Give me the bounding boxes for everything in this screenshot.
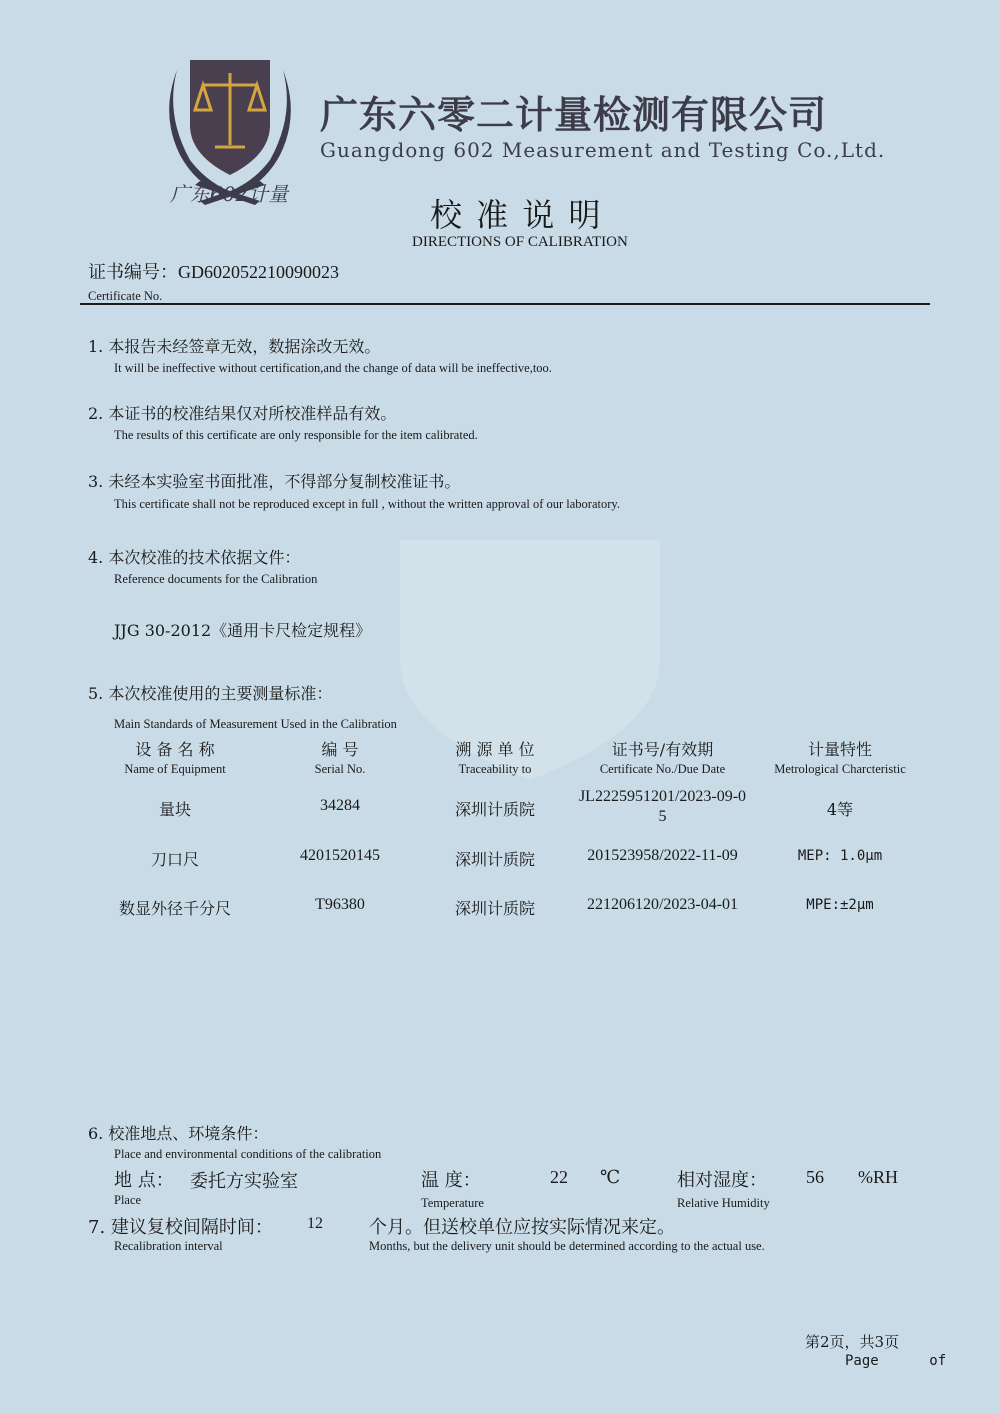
place-label-en: Place	[114, 1193, 142, 1207]
table-cell: 数显外径千分尺	[118, 899, 231, 918]
table-cell: JL2225951201/2023-09-05	[578, 788, 747, 825]
table-cell: 201523958/2022-11-09	[587, 847, 738, 864]
item-2: 2. 本证书的校准结果仅对所校准样品有效。	[88, 404, 397, 423]
item-5: 5. 本次校准使用的主要测量标准：	[88, 684, 333, 703]
header-equipment: 设 备 名 称	[135, 740, 215, 759]
header-serial-en: Serial No.	[314, 762, 366, 776]
table-cell: 221206120/2023-04-01	[586, 896, 739, 913]
humidity-value: 56	[806, 1167, 824, 1187]
item-1-en: It will be ineffective without certification,and the change of data will be ineffective,too.	[114, 361, 552, 375]
table-cell: 深圳计质院	[454, 800, 535, 819]
table-cell: 刀口尺	[150, 850, 199, 869]
header-divider	[80, 303, 930, 305]
table-cell: 4201520145	[300, 847, 380, 864]
table-cell: 深圳计质院	[454, 850, 535, 869]
place-value: 委托方实验室	[190, 1171, 298, 1192]
section-6-title-en: Place and environmental conditions of the calibration	[114, 1147, 382, 1161]
header-metrological-en: Metrological Charcteristic	[774, 762, 906, 776]
header-metrological: 计量特性	[807, 740, 872, 759]
temperature-value: 22	[550, 1167, 568, 1187]
item-3: 3. 未经本实验室书面批准，不得部分复制校准证书。	[88, 472, 461, 491]
recalibration-note-en: Months, but the delivery unit should be determined according to the actual use.	[369, 1239, 765, 1253]
certificate-label-en: Certificate No.	[88, 289, 163, 303]
section-6-title: 6. 校准地点、环境条件：	[88, 1124, 269, 1143]
table-cell: 量块	[158, 800, 191, 819]
reference-document: JJG 30-2012《通用卡尺检定规程》	[114, 621, 372, 640]
temperature-label: 温 度：	[421, 1170, 481, 1191]
item-2-en: The results of this certificate are only responsible for the item calibrated.	[114, 428, 478, 442]
table-cell: MPE:±2μm	[806, 897, 874, 913]
header-traceability-en: Traceability to	[458, 762, 532, 776]
company-name-en: Guangdong 602 Measurement and Testing Co.,Ltd.	[320, 138, 886, 162]
table-cell: 4等	[826, 800, 854, 819]
certificate-label: 证书编号：GD602052210090023	[88, 262, 339, 283]
humidity-label-en: Relative Humidity	[677, 1196, 770, 1210]
header-traceability: 溯 源 单 位	[455, 740, 535, 759]
header-certificate-en: Certificate No./Due Date	[599, 762, 726, 776]
table-cell: 深圳计质院	[454, 899, 535, 918]
recalibration-label-en: Recalibration interval	[114, 1239, 223, 1253]
table-cell: 34284	[320, 797, 360, 814]
item-4-en: Reference documents for the Calibration	[114, 572, 318, 586]
item-1: 1. 本报告未经签章无效，数据涂改无效。	[88, 337, 381, 356]
recalibration-value: 12	[307, 1215, 323, 1232]
recalibration-label: 7. 建议复校间隔时间：	[88, 1217, 273, 1238]
page-title-cn: 校 准 说 明	[430, 196, 603, 234]
item-5-en: Main Standards of Measurement Used in the Calibration	[114, 717, 397, 731]
logo-signature: 广东602计量	[170, 182, 289, 206]
recalibration-note: 个月。但送校单位应按实际情况来定。	[369, 1217, 675, 1238]
table-cell: T96380	[315, 896, 365, 913]
header-equipment-en: Name of Equipment	[124, 762, 226, 776]
table-cell: MEP: 1.0μm	[797, 848, 883, 864]
header-certificate: 证书号/有效期	[611, 740, 714, 759]
item-3-en: This certificate shall not be reproduced except in full , without the written approval of our laboratory.	[114, 497, 620, 511]
humidity-unit: %RH	[858, 1167, 898, 1187]
company-name-cn: 广东六零二计量检测有限公司	[320, 92, 828, 137]
certificate-number: GD602052210090023	[178, 262, 339, 282]
page-number-en: Page of	[845, 1353, 947, 1369]
page-number-cn: 第2页，共3页	[805, 1333, 900, 1351]
temperature-label-en: Temperature	[421, 1196, 484, 1210]
page-title-en: DIRECTIONS OF CALIBRATION	[412, 234, 628, 250]
header-serial: 编 号	[321, 740, 359, 759]
item-4: 4. 本次校准的技术依据文件：	[88, 548, 301, 567]
temperature-unit: ℃	[600, 1167, 621, 1188]
place-label: 地 点：	[114, 1170, 174, 1191]
humidity-label: 相对湿度：	[677, 1170, 767, 1191]
